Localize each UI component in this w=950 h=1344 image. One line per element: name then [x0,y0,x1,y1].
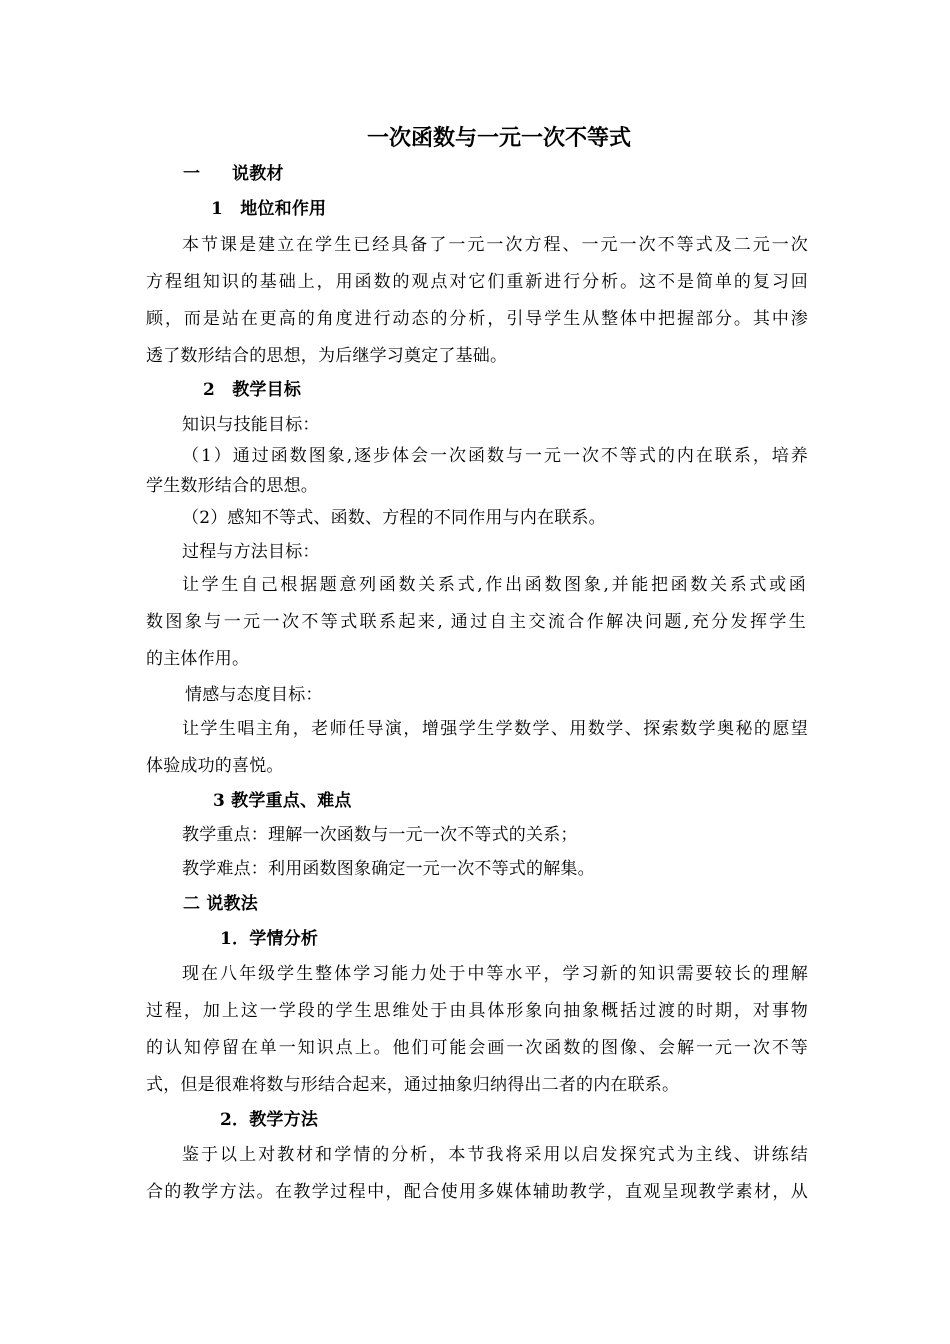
paragraph-line: 数图象与一元一次不等式联系起来, 通过自主交流合作解决问题,充分发挥学生 [146,612,806,632]
teaching-focus: 教学重点：理解一次函数与一元一次不等式的关系； [182,825,578,845]
paragraph-line: 鉴于以上对教材和学情的分析，本节我将采用以启发探究式为主线、讲练结 [182,1145,808,1165]
section1-heading: 说教材 [232,164,284,184]
paragraph-line: 现在八年级学生整体学习能力处于中等水平，学习新的知识需要较长的理解 [182,964,808,984]
paragraph-line: 过程，加上这一学段的学生思维处于由具体形象向抽象概括过渡的时期，对事物 [146,1001,808,1021]
paragraph-line: 合的教学方法。在教学过程中，配合使用多媒体辅助教学，直观呈现教学素材，从 [146,1182,808,1202]
paragraph-line: 让学生自己根据题意列函数关系式,作出函数图象,并能把函数关系式或函 [182,575,806,595]
paragraph-line: 体验成功的喜悦。 [146,756,284,776]
paragraph-line: 的认知停留在单一知识点上。他们可能会画一次函数的图像、会解一元一次不等 [146,1038,808,1058]
paragraph-line: 透了数形结合的思想，为后继学习奠定了基础。 [146,346,508,366]
section2-sub2-heading: 2．教学方法 [220,1110,319,1130]
paragraph-line: 学生数形结合的思想。 [146,476,318,496]
section1-sub3-heading: 3 教学重点、难点 [213,791,352,811]
paragraph-line: （2）感知不等式、函数、方程的不同作用与内在联系。 [182,508,606,528]
section1-sub2-heading: 2 教学目标 [203,380,302,400]
paragraph-line: （1）通过函数图象,逐步体会一次函数与一元一次不等式的内在联系，培养 [182,446,808,466]
section2-sub1-heading: 1．学情分析 [220,929,319,949]
paragraph-line: 方程组知识的基础上，用函数的观点对它们重新进行分析。这不是简单的复习回 [146,272,808,292]
section2-heading: 二 说教法 [183,894,258,914]
section1-sub1-heading: 1 地位和作用 [211,199,327,219]
paragraph-line: 式，但是很难将数与形结合起来，通过抽象归纳得出二者的内在联系。 [146,1075,680,1095]
paragraph-line: 顾，而是站在更高的角度进行动态的分析，引导学生从整体中把握部分。其中渗 [146,309,808,329]
teaching-difficulty: 教学难点：利用函数图象确定一元一次不等式的解集。 [182,859,595,879]
process-goal-label: 过程与方法目标： [182,542,320,562]
paragraph-line: 本节课是建立在学生已经具备了一元一次方程、一元一次不等式及二元一次 [182,235,808,255]
knowledge-goal-label: 知识与技能目标： [182,415,320,435]
paragraph-line: 让学生唱主角，老师任导演，增强学生学数学、用数学、探索数学奥秘的愿望 [182,719,808,739]
section1-heading-number: 一 [183,164,201,184]
emotion-goal-label: 情感与态度目标： [185,685,323,705]
document-title: 一次函数与一元一次不等式 [366,125,631,151]
paragraph-line: 的主体作用。 [146,649,250,669]
